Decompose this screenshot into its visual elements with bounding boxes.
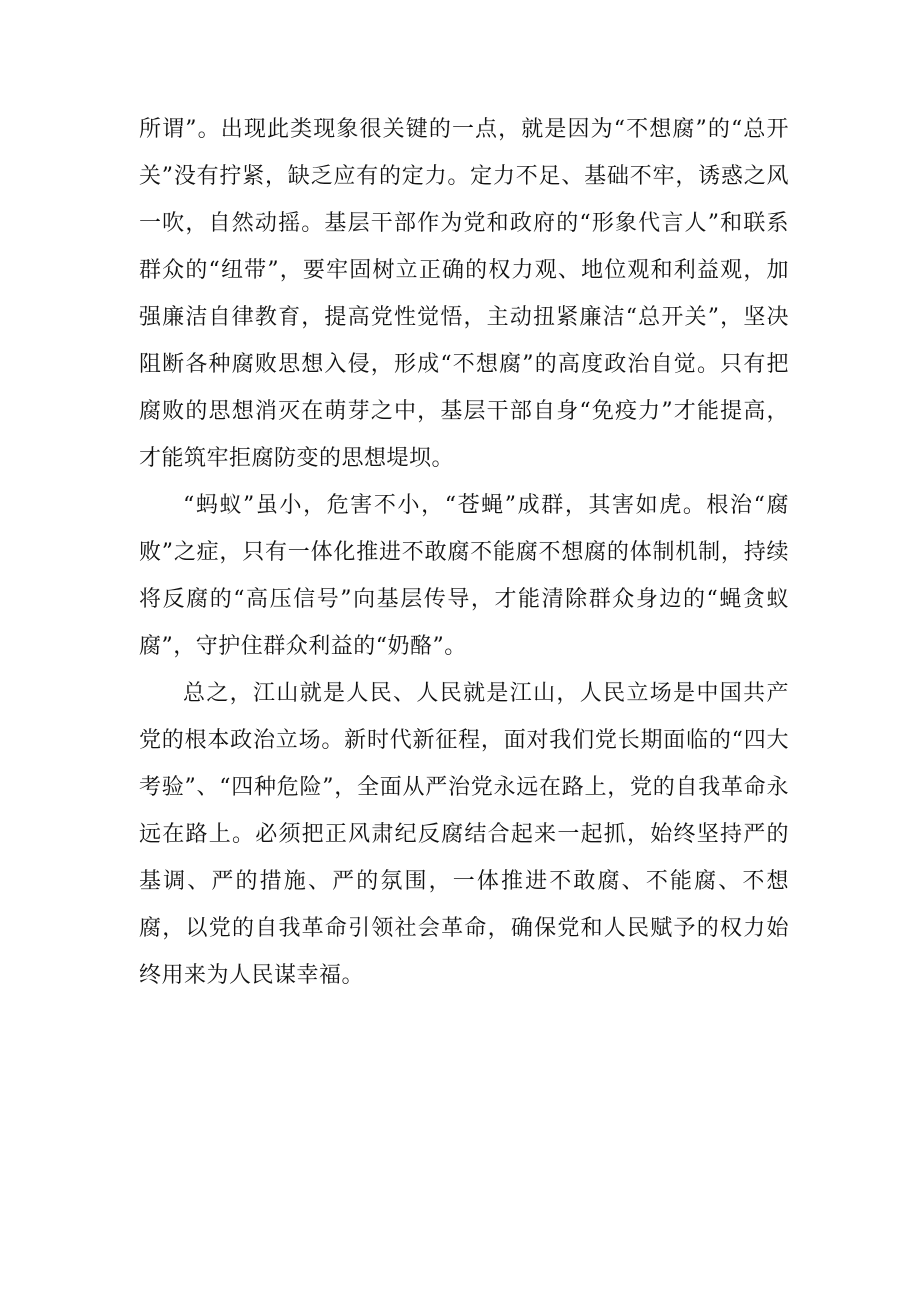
paragraph-ants-and-flies: “蚂蚁”虽小，危害不小，“苍蝇”成群，其害如虎。根治“腐败”之症，只有一体化推进不敢腐不能腐不想腐的体制机制，持续将反腐的“高压信号”向基层传导，才能清除群众身边的“蝇贪蚁腐”，守护住群众利益的“奶酪”。 <box>139 493 789 659</box>
paragraph-continuation: 所谓”。出现此类现象很关键的一点，就是因为“不想腐”的“总开关”没有拧紧，缺乏应有的定力。定力不足、基础不牢，诱惑之风一吹，自然动摇。基层干部作为党和政府的“形象代言人”和联系群众的“纽带”，要牢固树立正确的权力观、地位观和利益观，加强廉洁自律教育，提高党性觉悟，主动扭紧廉洁“总开关”，坚决阻断各种腐败思想入侵，形成“不想腐”的高度政治自觉。只有把腐败的思想消灭在萌芽之中，基层干部自身“免疫力”才能提高，才能筑牢拒腐防变的思想堤坝。 <box>139 117 789 471</box>
document-body <box>139 106 789 999</box>
paragraph-conclusion: 总之，江山就是人民、人民就是江山，人民立场是中国共产党的根本政治立场。新时代新征程，面对我们党长期面临的“四大考验”、“四种危险”，全面从严治党永远在路上，党的自我革命永远在路上。必须把正风肃纪反腐结合起来一起抓，始终坚持严的基调、严的措施、严的氛围，一体推进不敢腐、不能腐、不想腐，以党的自我革命引领社会革命，确保党和人民赋予的权力始终用来为人民谋幸福。 <box>139 681 789 988</box>
